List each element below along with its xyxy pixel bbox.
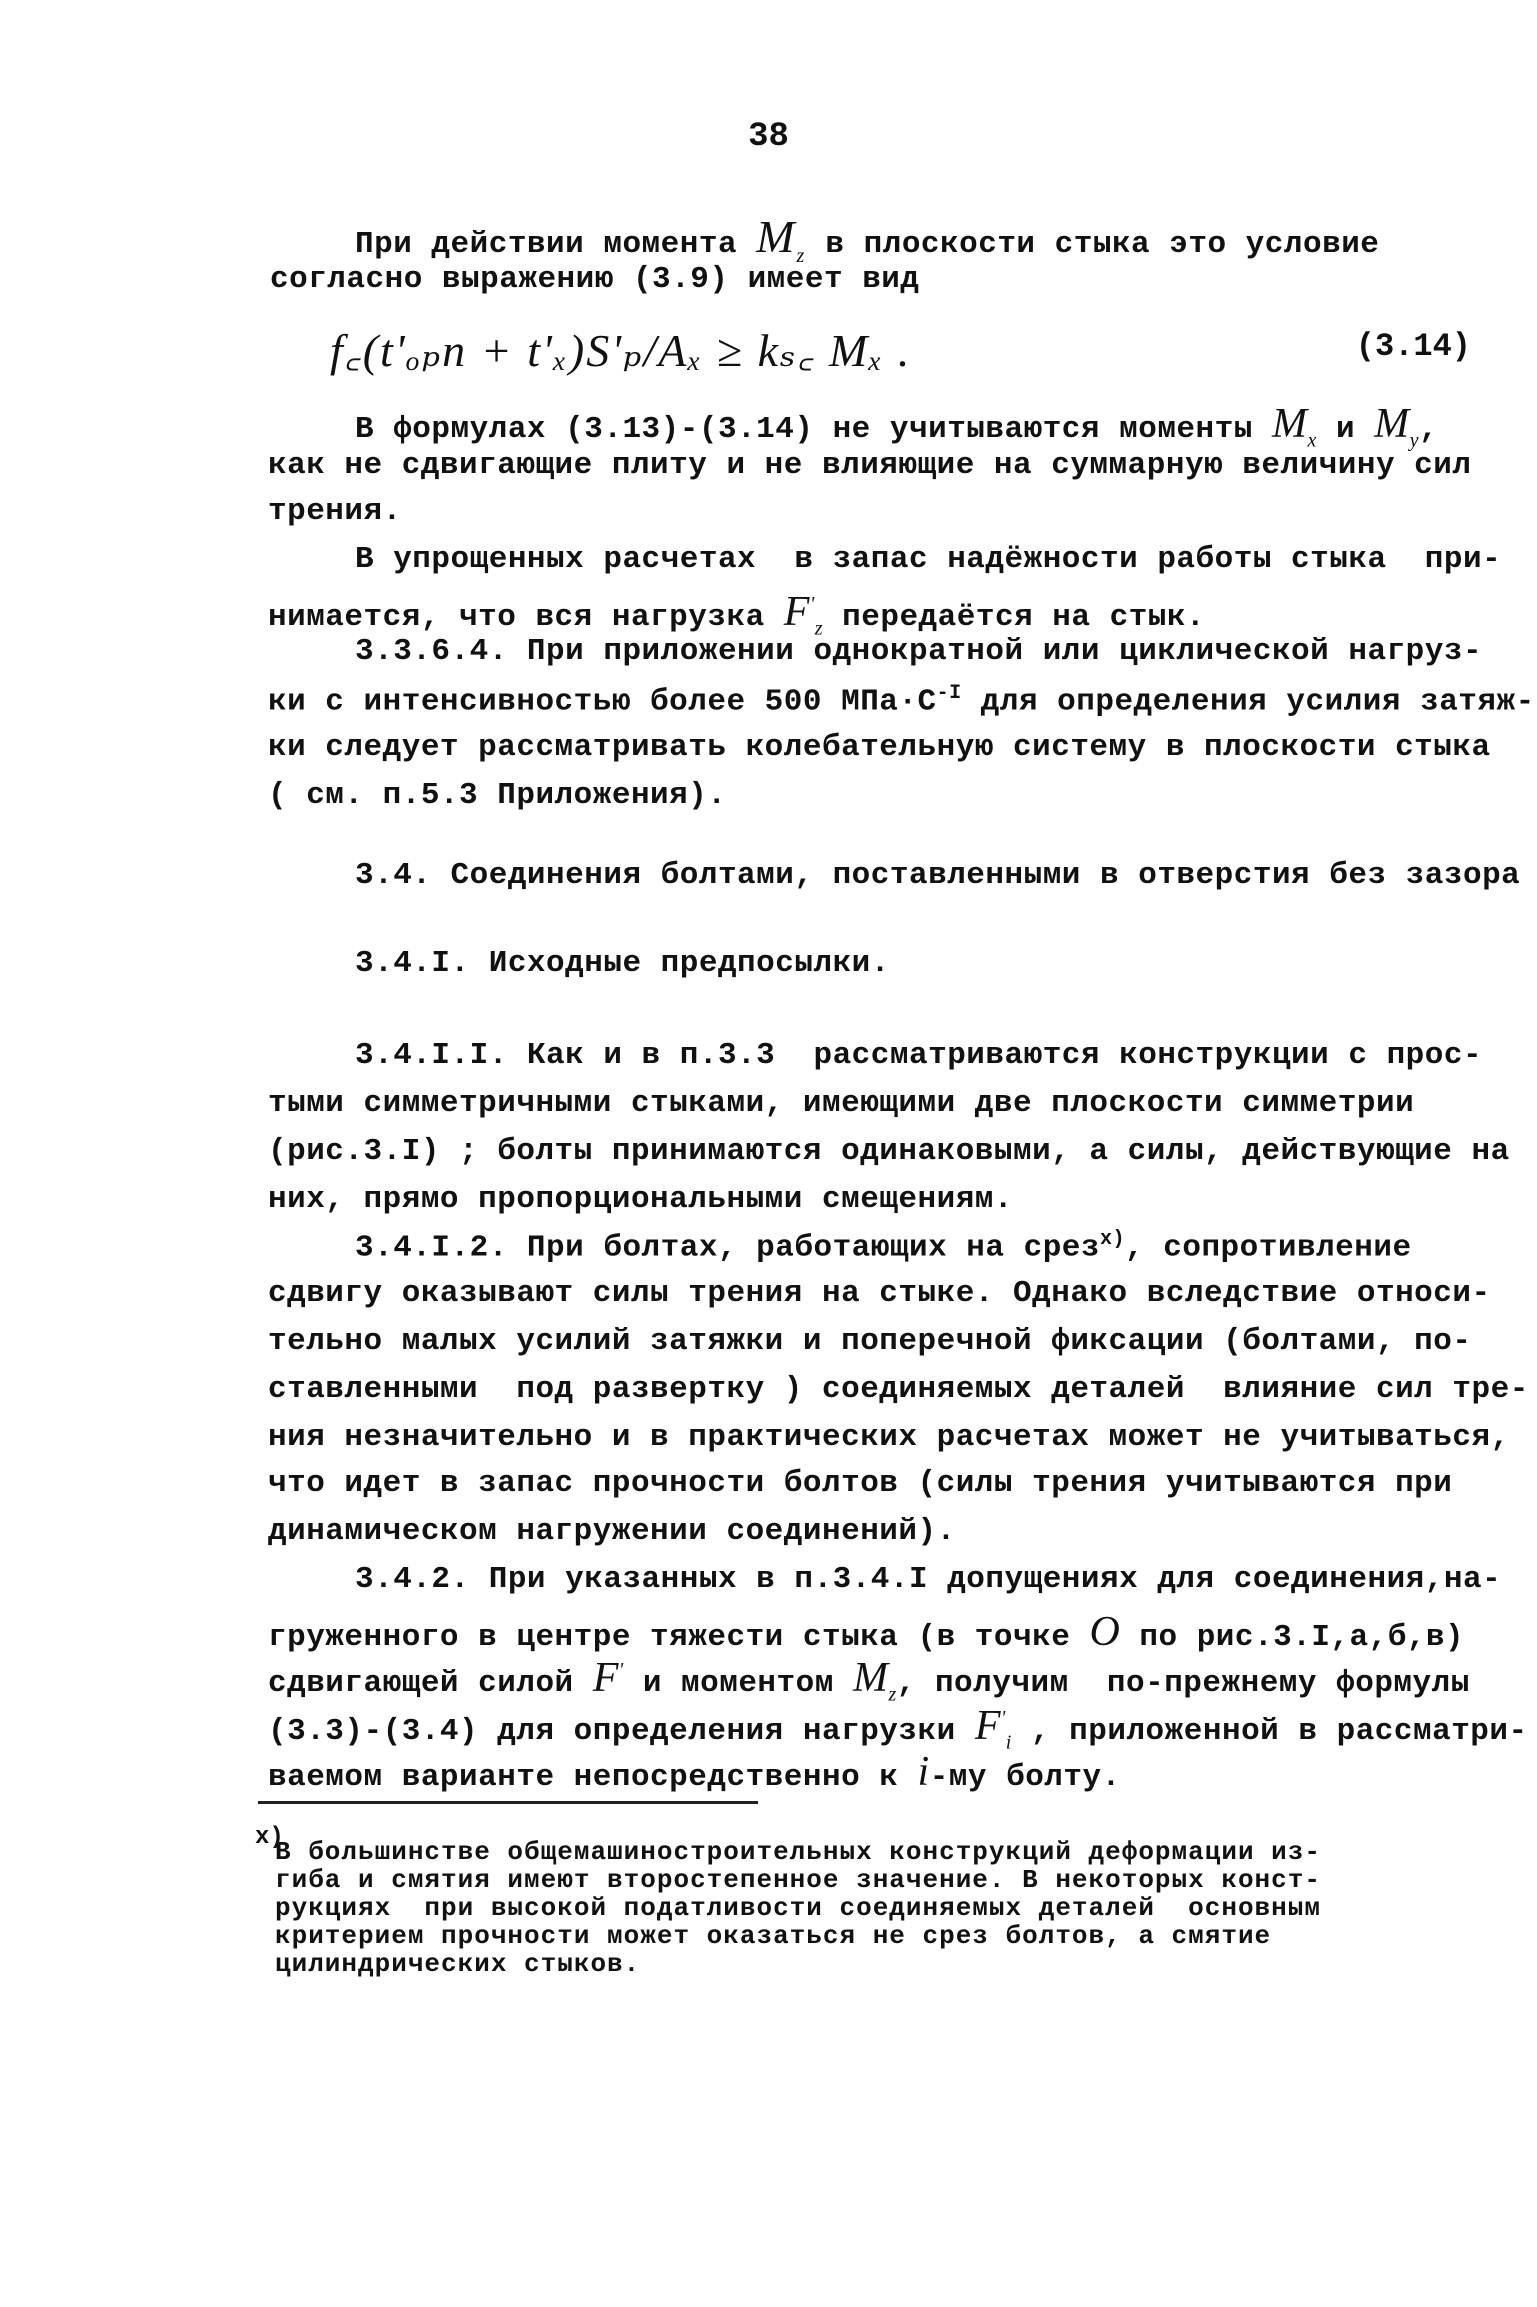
footnote-line: цилиндрических стыков. xyxy=(275,1949,641,1979)
footnote-ref: x) xyxy=(1100,1228,1126,1251)
equation-number: (3.14) xyxy=(1355,328,1471,365)
text-line: При действии момента $M_z$ в плоскости стыка это условие xyxy=(355,211,1380,268)
force-symbol: F' xyxy=(592,1655,624,1701)
text-line: В упрощенных расчетах в запас надёжности работы стыка при- xyxy=(355,542,1502,577)
text-line: ки с интенсивностью более 500 $МПа\cdot С^{-I}$ для определения усилия затяж- xyxy=(268,682,1535,720)
text-line: сдвигу оказывают силы трения на стыке. Однако вследствие относи- xyxy=(268,1276,1491,1311)
text-line: трения. xyxy=(268,494,402,529)
moment-y-symbol: $M_y$ xyxy=(1374,401,1420,452)
text-line: согласно выражению (3.9) имеет вид xyxy=(270,262,920,297)
text-line: ния незначительно и в практических расчетах может не учитываться, xyxy=(268,1420,1510,1455)
moment-z-symbol-2: $M_z$ xyxy=(852,1655,897,1706)
force-z-symbol: $F'_z$ xyxy=(783,589,824,640)
footnote-line: В большинстве общемашиностроительных конструкций деформации из- xyxy=(275,1837,1321,1867)
text-line: 3.4.I.I. Как и в п.3.3 рассматриваются конструкции с прос- xyxy=(355,1038,1483,1073)
text-line: ки следует рассматривать колебательную систему в плоскости стыка xyxy=(268,730,1491,765)
text-line: тыми симметричными стыками, имеющими две плоскости симметрии xyxy=(268,1086,1415,1121)
equation-3-14: f꜀(t'ₒₚn + t'ₓ)S'ₚ/Aₓ ≥ kₛ꜀ Mₓ . xyxy=(330,325,912,376)
point-o-symbol: O xyxy=(1089,1609,1121,1655)
index-i-symbol: i xyxy=(917,1749,930,1795)
text-line: них, прямо пропорциональными смещениям. xyxy=(268,1182,1014,1217)
section-heading-3-4-1: 3.4.I. Исходные предпосылки. xyxy=(355,946,890,981)
text-line: ваемом варианте непосредственно к i-му болту. xyxy=(268,1749,1121,1795)
moment-x-symbol: $M_x$ xyxy=(1271,401,1317,452)
text-line: (3.3)-(3.4) для определения нагрузки $F'_i$ , приложенной в рассматри- xyxy=(268,1703,1528,1754)
footnote-line: критерием прочности может оказаться не срез болтов, а смятие xyxy=(275,1921,1272,1951)
text-line: ( см. п.5.3 Приложения). xyxy=(268,778,727,813)
section-heading-3-4: 3.4. Соединения болтами, поставленными в отверстия без зазора xyxy=(355,858,1521,893)
text-line: нимается, что вся нагрузка $F'_z$ передаётся на стык. xyxy=(268,589,1206,640)
text-line: тельно малых усилий затяжки и поперечной фиксации (болтами, по- xyxy=(268,1324,1472,1359)
text-line: 3.3.6.4. При приложении однократной или циклической нагруз- xyxy=(355,634,1483,669)
moment-z-symbol: $M_z$ xyxy=(756,211,807,268)
text-line: груженного в центре тяжести стыка (в точке O по рис.3.I,а,б,в) xyxy=(268,1609,1465,1655)
text-line: динамическом нагружении соединений). xyxy=(268,1514,956,1549)
text-line: 3.4.I.2. При болтах, работающих на срез$^{x)}$, сопротивление xyxy=(355,1228,1412,1266)
text-line: ставленными под развертку ) соединяемых деталей влияние сил тре- xyxy=(268,1372,1529,1407)
footnote-mark: x) xyxy=(255,1824,284,1851)
text-line: сдвигающей силой F' и моментом $M_z$, получим по-прежнему формулы xyxy=(268,1655,1470,1706)
footnote-line: рукциях при высокой податливости соединяемых деталей основным xyxy=(275,1893,1321,1923)
text-line: 3.4.2. При указанных в п.3.4.I допущениях для соединения,на- xyxy=(355,1562,1502,1597)
footnote-line: гиба и смятия имеют второстепенное значение. В некоторых конст- xyxy=(275,1865,1321,1895)
text-line: (рис.3.I) ; болты принимаются одинаковыми, а силы, действующие на xyxy=(268,1134,1510,1169)
text-line: что идет в запас прочности болтов (силы трения учитываются при xyxy=(268,1466,1453,1501)
page-number: 38 xyxy=(748,118,789,156)
force-i-symbol: $F'_i$ xyxy=(974,1703,1012,1754)
text-line: как не сдвигающие плиту и не влияющие на суммарную величину сил xyxy=(268,448,1472,483)
footnote-rule xyxy=(258,1801,758,1804)
text-line: В формулах (3.13)-(3.14) не учитываются моменты $M_x$ и $M_y$, xyxy=(355,401,1439,452)
